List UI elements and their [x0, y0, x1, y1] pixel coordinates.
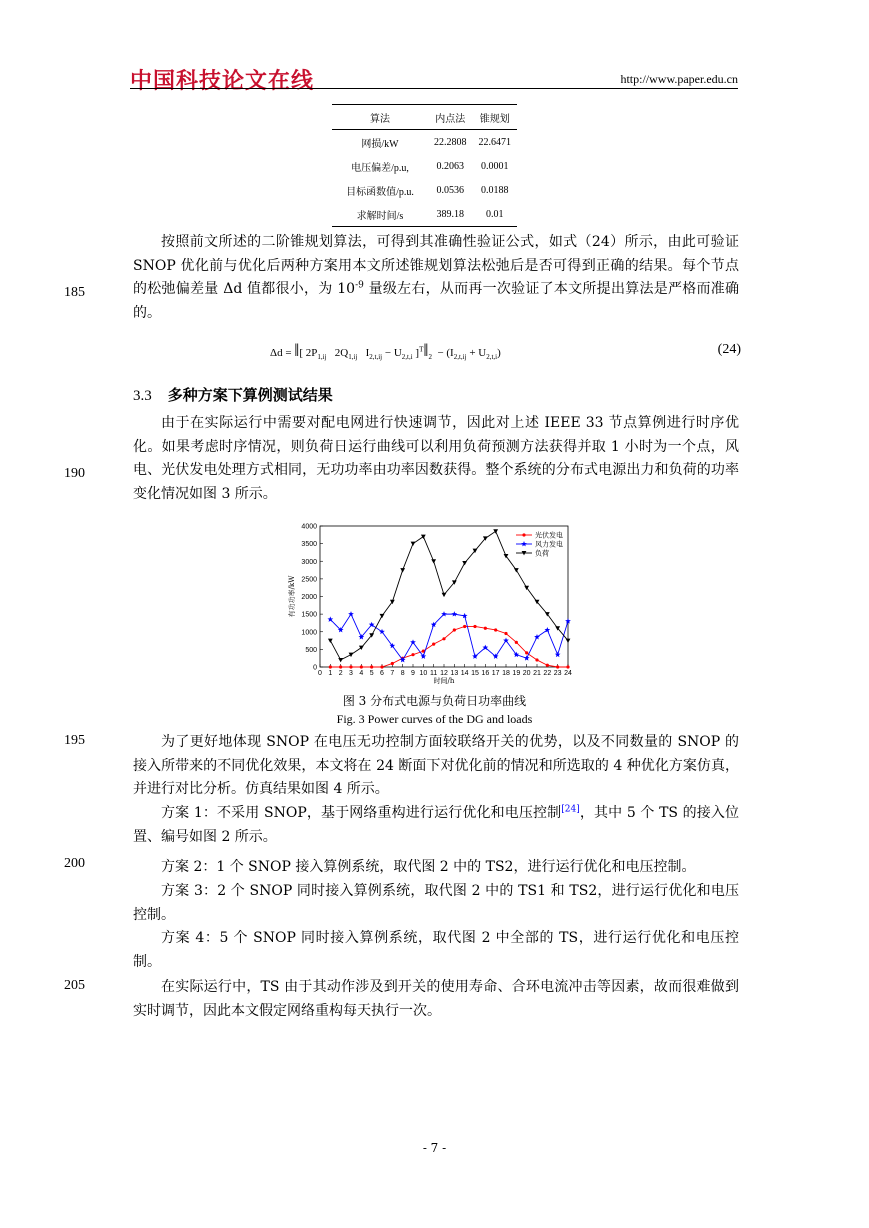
data-point	[555, 652, 561, 657]
x-tick-label: 22	[543, 670, 552, 677]
data-point	[339, 665, 342, 668]
x-tick-label: 19	[512, 670, 521, 677]
paragraph-text: 方案 1：不采用 SNOP，基于网络重构进行运行优化和电压控制	[161, 805, 562, 821]
legend-label: 风力发电	[535, 540, 563, 549]
table-header-cell: 内点法	[435, 113, 466, 125]
data-point	[380, 614, 385, 618]
data-point	[566, 665, 569, 668]
table-cell: 网损/kW	[361, 138, 399, 150]
section-number: 3.3	[133, 388, 152, 404]
y-tick-label: 4000	[301, 523, 317, 531]
table-cell: 22.6471	[478, 136, 511, 148]
legend-label: 光伏发电	[535, 531, 563, 540]
data-point	[462, 561, 467, 565]
paragraph-comparison: 为了更好地体现 SNOP 在电压无功控制方面较联络开关的优势，以及不同数量的 SNOP 的接入所带来的不同优化效果，本文将在 24 断面下对优化前的情况和所选取的 4 种优化方案仿真，并进行对比分析。仿真结果如图 4 所示。	[133, 734, 739, 797]
paragraph-reconfiguration: 在实际运行中，TS 由于其动作涉及到开关的使用寿命、合环电流冲击等因素，故而很难做到实时调节，因此本文假定网络重构每天执行一次。	[133, 979, 739, 1019]
data-point	[360, 665, 363, 668]
plot-area	[287, 524, 572, 686]
line-number: 205	[64, 978, 85, 993]
data-point	[463, 625, 466, 628]
table-cell: 0.0188	[481, 184, 509, 196]
series-line-1	[330, 614, 568, 660]
paragraph-timeseries: 由于在实际运行中需要对配电网进行快速调节，因此对上述 IEEE 33 节点算例进行时序优化。如果考虑时序情况，则负荷日运行曲线可以利用负荷预测方法获得并取 1 小时为一个点，风电、光伏发电处理方式相同，无功功率由功率因数获得。整个系统的分布式电源出力和负荷的功率变化情况如图 3 所示。	[133, 415, 739, 502]
section-heading	[133, 384, 333, 405]
legend-label: 负荷	[535, 549, 549, 558]
data-point	[349, 665, 352, 668]
x-tick-label: 11	[430, 670, 438, 677]
data-point	[546, 664, 549, 667]
data-point	[534, 634, 540, 639]
figure-caption-en: Fig. 3 Power curves of the DG and loads	[336, 712, 533, 726]
power-curve-chart	[280, 518, 590, 690]
y-tick-label: 2000	[301, 594, 317, 601]
y-tick-label: 3500	[301, 541, 317, 549]
table-row	[332, 130, 517, 155]
header-rule	[130, 88, 738, 89]
table-cell: 22.2808	[434, 136, 467, 148]
table-header-cell: 锥规划	[479, 113, 510, 125]
y-tick-label: 1000	[301, 629, 317, 637]
x-tick-label: 21	[533, 670, 541, 677]
data-point	[503, 638, 509, 643]
data-point	[410, 639, 416, 644]
x-tick-label: 15	[471, 670, 479, 677]
data-point	[400, 568, 405, 572]
x-tick-label: 16	[481, 670, 490, 677]
data-point	[349, 653, 354, 657]
data-point	[473, 625, 476, 628]
data-point	[338, 658, 343, 662]
citation[interactable]: [24]	[561, 804, 580, 815]
x-tick-label: 14	[460, 670, 469, 677]
x-tick-label: 4	[359, 670, 364, 677]
x-tick-label: 20	[522, 670, 531, 677]
x-tick-label: 13	[450, 670, 459, 677]
paragraph-scheme-2: 方案 2：1 个 SNOP 接入算例系统，取代图 2 中的 TS2，进行运行优化和电压控制。	[161, 859, 696, 875]
legend-marker	[521, 541, 527, 546]
series-line-2	[330, 531, 568, 660]
x-tick-label: 23	[553, 670, 562, 677]
data-point	[484, 627, 487, 630]
table-row	[332, 202, 517, 227]
data-point	[411, 542, 416, 546]
figure-caption-cn: 图 3 分布式电源与负荷日功率曲线	[342, 694, 527, 708]
x-tick-label: 9	[411, 670, 415, 677]
legend-marker	[522, 533, 525, 536]
paragraph-scheme-1	[133, 802, 739, 849]
x-tick-label: 3	[349, 670, 353, 677]
line-number: 190	[64, 466, 85, 481]
y-tick-label: 0	[313, 664, 317, 672]
table-row	[332, 178, 517, 202]
table-header-cell: 算法	[370, 113, 390, 125]
data-point	[328, 639, 333, 643]
x-tick-label: 10	[419, 670, 428, 677]
y-tick-label: 2500	[301, 576, 317, 584]
x-tick-label: 18	[502, 670, 510, 677]
x-tick-label: 2	[338, 670, 343, 677]
page-number: - 7 -	[422, 1141, 447, 1155]
data-point	[432, 642, 435, 645]
data-point	[494, 628, 497, 631]
data-point	[379, 629, 385, 634]
x-tick-label: 6	[380, 670, 384, 677]
y-tick-label: 500	[305, 646, 317, 654]
equation-lhs: Δd =	[270, 347, 292, 359]
table-cell: 0.0001	[481, 160, 509, 172]
table-cell: 目标函数值/p.u.	[346, 186, 414, 198]
data-point	[391, 662, 394, 665]
superscript: -9	[355, 280, 364, 291]
x-tick-label: 1	[328, 670, 333, 677]
data-point	[535, 658, 538, 661]
header-logo: 中国科技论文在线	[130, 69, 315, 94]
data-point	[525, 651, 528, 654]
data-point	[514, 568, 519, 572]
y-axis-label: 有功功率/kW	[288, 575, 296, 618]
line-number: 185	[64, 285, 85, 300]
data-point	[515, 641, 518, 644]
y-tick-label: 3000	[301, 558, 317, 566]
table-row	[332, 154, 517, 178]
table-cell: 求解时间/s	[356, 210, 404, 222]
table-cell: 0.01	[486, 208, 504, 220]
header-url[interactable]: http://www.paper.edu.cn	[620, 72, 738, 86]
paragraph-text: ，其中 5 个 TS 的接入位置、编号如图 2 所示。	[133, 805, 740, 845]
data-point	[380, 665, 383, 668]
paragraph-text: 按照前文所述的二阶锥规划算法，可得到其准确性验证公式，如式（24）所示，由此可验证 SNOP 优化前与优化后两种方案用本文所述锥规划算法松弛后是否可得到正确的结果。每个节点的松弛偏差量 Δd 值都很小，为 10	[133, 234, 739, 297]
data-point	[504, 632, 507, 635]
x-tick-label: 7	[390, 670, 395, 677]
data-point	[493, 529, 498, 533]
x-axis-label: 时间/h	[433, 677, 455, 685]
y-tick-label: 1500	[301, 611, 317, 619]
paragraph-scheme-4: 方案 4：5 个 SNOP 同时接入算例系统，取代图 2 中全部的 TS，进行运行优化和电压控制。	[133, 930, 739, 970]
data-point	[359, 646, 364, 650]
table-cell: 电压偏差/p.u,	[351, 162, 409, 174]
data-point	[451, 611, 457, 616]
table-header-row	[332, 105, 517, 130]
data-point	[421, 535, 426, 539]
data-point	[524, 655, 530, 660]
line-number: 195	[64, 733, 85, 748]
data-point	[442, 637, 445, 640]
data-point	[453, 628, 456, 631]
paragraph-scheme-3: 方案 3：2 个 SNOP 同时接入算例系统，取代图 2 中的 TS1 和 TS2，进行运行优化和电压控制。	[133, 883, 739, 923]
x-tick-label: 12	[440, 670, 448, 677]
data-point	[442, 593, 447, 597]
table-cell: 389.18	[436, 208, 464, 220]
data-point	[370, 665, 373, 668]
table-cell: 0.2063	[436, 160, 464, 172]
data-point	[431, 559, 436, 563]
x-tick-label: 5	[369, 670, 374, 677]
data-point	[566, 639, 571, 643]
x-tick-label: 8	[400, 670, 405, 677]
paragraph-text: 量级左右，从而再一次验证了本文所提出算法是严格而准确的。	[133, 281, 739, 321]
line-number: 200	[64, 856, 85, 871]
equation-24: Δd = ‖[ $2P_{1,ij}$ $2Q_{1,ij}$ $I_{2,t,ij} - U_{2,t,i}$ ]$^T‖_2 - (I_{2,t,ij} + U_{2,t,i})$	[270, 340, 501, 362]
data-point	[329, 665, 332, 668]
comparison-table	[332, 104, 517, 227]
equation-number: (24)	[717, 342, 741, 357]
data-point	[556, 665, 559, 668]
paragraph-accuracy	[133, 231, 739, 325]
x-tick-label: 0	[318, 670, 322, 677]
x-tick-label: 24	[564, 670, 572, 677]
x-tick-label: 17	[491, 670, 500, 677]
table-cell: 0.0536	[436, 184, 464, 196]
section-title: 多种方案下算例测试结果	[167, 386, 333, 404]
data-point	[348, 611, 354, 616]
data-point	[411, 653, 414, 656]
